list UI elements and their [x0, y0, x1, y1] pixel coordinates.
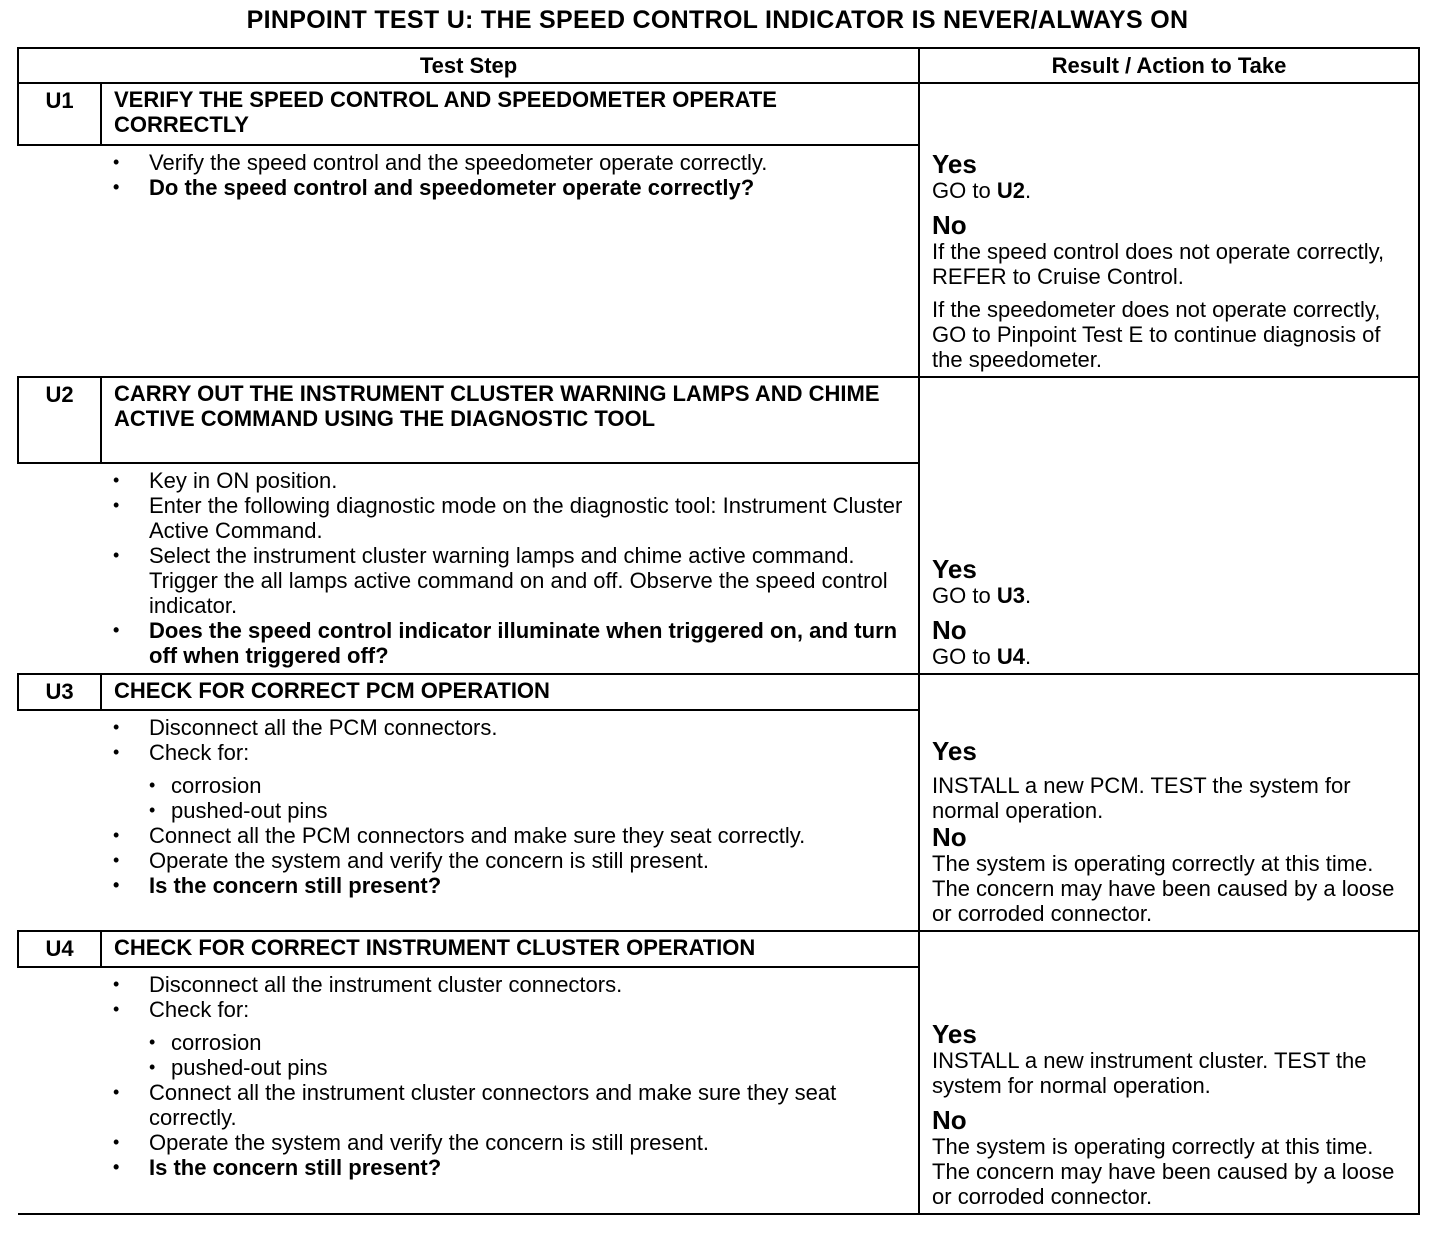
check-item: • corrosion	[149, 1030, 908, 1055]
step-heading-u2: CARRY OUT THE INSTRUMENT CLUSTER WARNING LAMPS AND CHIME ACTIVE COMMAND USING THE DIAGNOSTIC TOOL	[101, 377, 919, 463]
yes-label: Yes	[932, 554, 977, 584]
step-heading-u3: CHECK FOR CORRECT PCM OPERATION	[101, 674, 919, 710]
step-body-u2	[18, 463, 919, 674]
goto-target: U3	[996, 583, 1025, 608]
result-cell-u1	[919, 83, 1419, 377]
header-result-action: Result / Action to Take	[919, 48, 1419, 83]
check-item: • corrosion	[149, 773, 908, 798]
result-cell-u2	[919, 377, 1419, 674]
step-body-u1	[18, 145, 919, 377]
yes-label: Yes	[932, 736, 977, 766]
no-action: The system is operating correctly at this time. The concern may have been caused by a loose or corroded connector.	[932, 851, 1395, 926]
pinpoint-test-table	[17, 47, 1420, 1215]
step-item: • Operate the system and verify the concern is still present.	[113, 1130, 908, 1155]
header-test-step: Test Step	[18, 48, 919, 83]
step-item: • Disconnect all the instrument cluster connectors.	[113, 972, 908, 997]
step-item: • Operate the system and verify the concern is still present.	[113, 848, 908, 873]
step-item: • Disconnect all the PCM connectors.	[113, 715, 908, 740]
step-question: • Do the speed control and speedometer operate correctly?	[113, 175, 908, 200]
u2-heading-row	[18, 377, 1419, 463]
step-question: • Is the concern still present?	[113, 1155, 908, 1180]
step-item: • Check for: • corrosion • pushed-out pins	[113, 740, 908, 823]
step-id-u2: U2	[18, 377, 101, 463]
step-body-u3	[18, 710, 919, 931]
check-item: • pushed-out pins	[149, 798, 908, 823]
goto-target: U4	[996, 644, 1025, 669]
u1-heading-row	[18, 83, 1419, 145]
step-question: • Is the concern still present?	[113, 873, 908, 898]
u4-heading-row	[18, 931, 1419, 967]
no-action-alt: If the speedometer does not operate correctly, GO to Pinpoint Test E to continue diagnosis of the speedometer.	[932, 297, 1381, 372]
no-action: If the speed control does not operate correctly, REFER to Cruise Control.	[932, 239, 1385, 289]
step-id-u3: U3	[18, 674, 101, 710]
step-item: • Key in ON position.	[113, 468, 908, 493]
step-id-u4: U4	[18, 931, 101, 967]
yes-label: Yes	[932, 149, 977, 179]
table-header-row	[18, 48, 1419, 83]
step-id-u1: U1	[18, 83, 101, 145]
page-title: PINPOINT TEST U: THE SPEED CONTROL INDICATOR IS NEVER/ALWAYS ON	[246, 6, 1189, 34]
step-heading-u1: VERIFY THE SPEED CONTROL AND SPEEDOMETER OPERATE CORRECTLY	[101, 83, 919, 145]
step-item: • Select the instrument cluster warning lamps and chime active command. Trigger the all lamps active command on and off. Observe the speed control indicator.	[113, 543, 908, 618]
no-label: No	[932, 210, 967, 240]
step-item: • Verify the speed control and the speedometer operate correctly.	[113, 150, 908, 175]
check-item: • pushed-out pins	[149, 1055, 908, 1080]
step-body-u4	[18, 967, 919, 1214]
no-label: No	[932, 615, 967, 645]
result-cell-u4	[919, 931, 1419, 1214]
no-action: The system is operating correctly at this time. The concern may have been caused by a loose or corroded connector.	[932, 1134, 1395, 1209]
goto-target: U2	[996, 178, 1025, 203]
yes-action: GO to U3.	[932, 583, 1032, 608]
step-heading-u4: CHECK FOR CORRECT INSTRUMENT CLUSTER OPERATION	[101, 931, 919, 967]
check-list	[149, 1030, 908, 1080]
yes-label: Yes	[932, 1019, 977, 1049]
yes-action: INSTALL a new PCM. TEST the system for normal operation.	[932, 773, 1351, 823]
no-action: GO to U4.	[932, 644, 1032, 669]
yes-action: GO to U2.	[932, 178, 1032, 203]
check-list	[149, 773, 908, 823]
u3-heading-row	[18, 674, 1419, 710]
step-item: • Check for: • corrosion • pushed-out pins	[113, 997, 908, 1080]
no-label: No	[932, 1105, 967, 1135]
no-label: No	[932, 822, 967, 852]
step-question: • Does the speed control indicator illuminate when triggered on, and turn off when triggered off?	[113, 618, 908, 668]
result-cell-u3	[919, 674, 1419, 931]
step-item: • Connect all the instrument cluster connectors and make sure they seat correctly.	[113, 1080, 908, 1130]
step-item: • Connect all the PCM connectors and make sure they seat correctly.	[113, 823, 908, 848]
yes-action: INSTALL a new instrument cluster. TEST the system for normal operation.	[932, 1048, 1367, 1098]
step-item: • Enter the following diagnostic mode on the diagnostic tool: Instrument Cluster Active Command.	[113, 493, 908, 543]
